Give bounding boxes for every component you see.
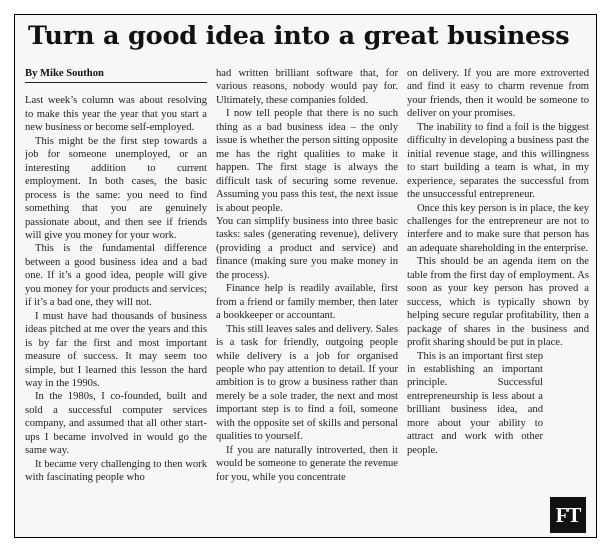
paragraph: Finance help is readily available, first from a friend or family member, then later a bookkeeper or accountant. — [216, 283, 398, 322]
article-headline: Turn a good idea into a great business — [28, 21, 570, 51]
paragraph: In the 1980s, I co-founded, built and sold a successful computer services company, and assumed that all other start-ups I became involved in would go the same way. — [25, 391, 207, 457]
paragraph: If you are naturally introverted, then it would be someone to generate the revenue for you, while you concentrate — [216, 444, 398, 483]
paragraph: Once this key person is in place, the key challenges for the entrepreneur are not to interfere and to make sure that person has an adequate shareholding in the enterprise. — [407, 202, 589, 254]
byline: By Mike Southon — [25, 67, 207, 83]
paragraph: had written brilliant software that, for various reasons, nobody would pay for. Ultimately, these companies folded. — [216, 68, 398, 106]
paragraph: This should be an agenda item on the table from the first day of employment. As soon as your key person has proved a success, which is typically shown by helping secure regular profitability, then a package of shares in the business and profit sharing should be put in place. — [407, 256, 589, 349]
article-frame — [14, 14, 597, 538]
paragraph: It became very challenging to then work with fascinating people who — [25, 458, 207, 484]
paragraph: The inability to find a foil is the biggest difficulty in developing a business past the initial revenue stage, and this willingness to start building a team is what, in my experience, separates the successful from the unsuccessful entrepreneur. — [407, 121, 589, 201]
paragraph: You can simplify business into three basic tasks: sales (generating revenue), delivery (providing a product and service) and finance (making sure you make money in the process). — [216, 215, 398, 281]
paragraph: on delivery. If you are more extroverted and find it easy to charm revenue from your friends, then it would be someone to deliver on your promises. — [407, 68, 589, 120]
paragraph: This is the fundamental difference between a good business idea and a bad one. If it’s a good idea, people will give you money for your products and services; if it’s a bad one, they will not. — [25, 243, 207, 309]
paragraph: This might be the first step towards a job for someone unemployed, or an interesting addition to current employment. In both cases, the basic process is the same: you need to find something that you are genuinely passionate about, and then see if friends will give you money for your work. — [25, 135, 207, 241]
paragraph: I must have had thousands of business ideas pitched at me over the years and this is by far the first and most important measure of success. It may seem too simple, but I learned this lesson the hard way in the 1990s. — [25, 310, 207, 389]
column-1 — [25, 67, 207, 535]
article-body — [25, 67, 590, 537]
paragraph: This still leaves sales and delivery. Sales is a task for friendly, outgoing people while delivery is a job for organised people who pay attention to detail. If your ambition is to grow a business rather than merely be a sole trader, the next and most important step is to find a foil, someone with the opposite set of skills and personal qualities to yourself. — [216, 323, 398, 443]
column-3 — [407, 67, 589, 535]
ft-logo: FT — [550, 497, 586, 533]
paragraph: Last week’s column was about resolving to make this year the year that you start a new business or become self-employed. — [25, 95, 207, 134]
column-2 — [216, 67, 398, 535]
paragraph: I now tell people that there is no such thing as a bad business idea – the only issue is whether the person sitting opposite me has the right qualities to make it happen. The first stage is always the difficult task of securing some revenue. Assuming you pass this test, the next issue is about people. — [216, 108, 398, 214]
paragraph: This is an important first step in establishing an important principle. Successful entrepreneurship is less about a brilliant business idea, and more about your ability to attract and work with other people. — [407, 350, 543, 456]
